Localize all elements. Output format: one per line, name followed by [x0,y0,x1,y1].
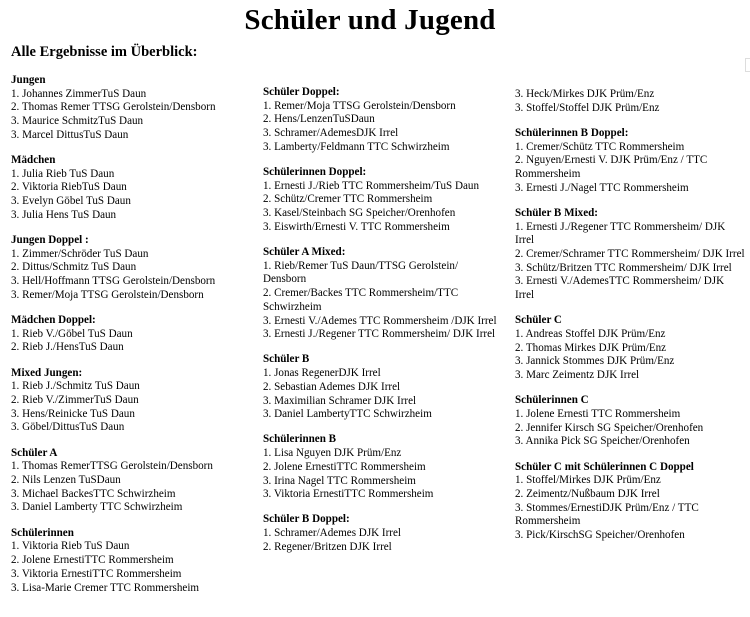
result-entry: 3. Lamberty/Feldmann TTC Schwirzheim [263,140,450,153]
result-entry: 1. Ernesti J./Regener TTC Rommersheim/ DJK Irrel [515,220,726,247]
result-entry: 2. Viktoria RiebTuS Daun [11,181,127,194]
result-entry: 1. Rieb/Remer TuS Daun/TTSG Gerolstein/ Densborn [263,259,459,286]
result-entry: 2. Schütz/Cremer TTC Rommersheim [263,193,433,206]
section-title: Mixed Jungen: [11,366,83,379]
section-title: Schülerinnen C [515,394,589,407]
result-entry: 1. Stoffel/Mirkes DJK Prüm/Enz [515,474,661,487]
section-title: Schüler C [515,314,562,327]
result-entry: 2. Cremer/Schramer TTC Rommersheim/ DJK Irrel [515,248,745,261]
result-entry: 3. Evelyn Göbel TuS Daun [11,195,131,208]
page-title: Schüler und Jugend [244,4,496,36]
scrollbar-stub [745,58,750,72]
result-entry: 2. Zeimentz/Nußbaum DJK Irrel [515,488,660,501]
result-entry: 3. Ernesti V./AdemesTTC Rommersheim/ DJK Irrel [515,275,725,302]
result-entry: 3. Lisa-Marie Cremer TTC Rommersheim [11,581,200,594]
section-title: Schülerinnen B [263,433,337,446]
result-entry: 3. Schramer/AdemesDJK Irrel [263,127,399,140]
result-entry: 2. Jennifer Kirsch SG Speicher/Orenhofen [515,421,704,434]
result-entry: 3. Daniel LambertyTTC Schwirzheim [263,408,432,421]
result-entry: 1. Ernesti J./Rieb TTC Rommersheim/TuS Daun [263,179,480,192]
result-section [515,394,745,449]
result-entry: 3. Göbel/DittusTuS Daun [11,421,125,434]
result-entry: 1. Julia Rieb TuS Daun [11,167,115,180]
result-entry: 2. Jolene ErnestiTTC Rommersheim [263,460,426,473]
result-entry: 1. Remer/Moja TTSG Gerolstein/Densborn [263,99,456,112]
result-entry: 3. Maurice SchmitzTuS Daun [11,115,144,128]
result-entry: 3. Julia Hens TuS Daun [11,208,117,221]
result-entry: 1. Schramer/Ademes DJK Irrel [263,527,402,540]
page-subtitle: Alle Ergebnisse im Überblick: [11,44,198,60]
result-entry: 2. Cremer/Backes TTC Rommersheim/TTC Schwirzheim [263,287,459,313]
section-title: Schülerinnen [11,526,74,539]
result-entry: 3. Michael BackesTTC Schwirzheim [11,487,176,500]
result-section [11,234,251,303]
result-entry: 3. Schütz/Britzen TTC Rommersheim/ DJK Irrel [515,261,732,274]
result-entry: 2. Dittus/Schmitz TuS Daun [11,261,137,274]
section-title: Schüler B Doppel: [263,513,350,526]
result-entry: 3. Eiswirth/Ernesti V. TTC Rommersheim [263,220,450,233]
result-entry: 1. Andreas Stoffel DJK Prüm/Enz [515,328,666,341]
result-entry: 3. Pick/KirschSG Speicher/Orenhofen [515,529,685,542]
result-section [11,527,251,596]
section-title: Schüler Doppel: [263,86,340,98]
section-title: Jungen Doppel : [11,234,89,247]
result-section [263,353,503,422]
result-entry: 2. Thomas Remer TTSG Gerolstein/Densborn [11,101,216,114]
result-entry: 3. Stommes/ErnestiDJK Prüm/Enz / TTC Rommersheim [515,501,699,528]
result-section [515,207,745,303]
section-title: Schüler B Mixed: [515,206,598,219]
result-section [515,88,745,115]
result-entry: 1. Rieb J./Schmitz TuS Daun [11,380,140,393]
result-section [263,86,503,155]
result-entry: 3. Hens/Reinicke TuS Daun [11,407,135,420]
section-title: Schüler C mit Schülerinnen C Doppel [515,460,694,473]
result-entry: 3. Viktoria ErnestiTTC Rommersheim [263,488,434,501]
result-section [515,461,745,543]
results-column-3 [515,88,745,554]
result-section [263,246,503,342]
section-title: Schüler A Mixed: [263,246,346,259]
section-title: Schülerinnen B Doppel: [515,126,629,139]
result-entry: 1. Cremer/Schütz TTC Rommersheim [515,140,685,153]
result-entry: 3. Hell/Hoffmann TTSG Gerolstein/Densborn [11,275,216,288]
section-title: Schüler B [263,353,310,366]
result-entry: 1. Thomas RemerTTSG Gerolstein/Densborn [11,460,213,473]
results-column-2 [263,86,503,566]
result-entry: 3. Jannick Stommes DJK Prüm/Enz [515,355,675,368]
result-entry: 1. Lisa Nguyen DJK Prüm/Enz [263,447,402,460]
result-entry: 3. Ernesti J./Nagel TTC Rommersheim [515,181,689,194]
result-section [515,127,745,196]
result-entry: 3. Remer/Moja TTSG Gerolstein/Densborn [11,288,204,301]
result-entry: 1. Jonas RegenerDJK Irrel [263,367,381,380]
result-section [515,314,745,383]
result-entry: 1. Viktoria Rieb TuS Daun [11,540,130,553]
result-section [11,154,251,223]
result-entry: 3. Ernesti V./Ademes TTC Rommersheim /DJK Irrel [263,314,497,327]
result-entry: 2. Nguyen/Ernesti V. DJK Prüm/Enz / TTC Rommersheim [515,154,708,181]
result-entry: 3. Maximilian Schramer DJK Irrel [263,394,417,407]
section-title: Schülerinnen Doppel: [263,166,367,179]
result-entry: 3. Stoffel/Stoffel DJK Prüm/Enz [515,101,660,114]
result-entry: 1. Jolene Ernesti TTC Rommersheim [515,408,681,421]
result-section [263,433,503,502]
result-entry: 3. Daniel Lamberty TTC Schwirzheim [11,501,183,514]
result-section [11,314,251,355]
result-entry: 2. Thomas Mirkes DJK Prüm/Enz [515,341,667,354]
result-entry: 2. Rieb J./HensTuS Daun [11,341,124,354]
result-entry: 3. Marcel DittusTuS Daun [11,128,129,141]
section-title: Jungen [11,74,46,86]
result-entry: 1. Rieb V./Göbel TuS Daun [11,327,133,340]
result-section [11,447,251,516]
section-title: Mädchen [11,154,56,167]
result-entry: 2. Regener/Britzen DJK Irrel [263,540,392,553]
result-entry: 3. Irina Nagel TTC Rommersheim [263,474,416,487]
result-entry: 2. Hens/LenzenTuSDaun [263,113,375,126]
result-section [11,74,251,143]
result-entry: 3. Marc Zeimentz DJK Irrel [515,369,640,382]
result-entry: 3. Kasel/Steinbach SG Speicher/Orenhofen [263,207,456,220]
result-entry: 2. Nils Lenzen TuSDaun [11,474,121,487]
result-entry: 2. Sebastian Ademes DJK Irrel [263,380,401,393]
result-entry: 3. Ernesti J./Regener TTC Rommersheim/ DJK Irrel [263,328,496,341]
result-entry: 3. Viktoria ErnestiTTC Rommersheim [11,567,182,580]
result-entry: 2. Rieb V./ZimmerTuS Daun [11,394,139,407]
result-entry: 2. Jolene ErnestiTTC Rommersheim [11,554,174,567]
result-entry: 1. Johannes ZimmerTuS Daun [11,87,147,100]
results-column-1 [11,74,251,607]
result-entry: 1. Zimmer/Schröder TuS Daun [11,247,149,260]
result-section [11,367,251,436]
result-section [263,166,503,235]
result-entry: 3. Heck/Mirkes DJK Prüm/Enz [515,88,655,100]
section-title: Mädchen Doppel: [11,314,96,327]
result-section [263,513,503,554]
section-title: Schüler A [11,446,58,459]
result-entry: 3. Annika Pick SG Speicher/Orenhofen [515,435,690,448]
